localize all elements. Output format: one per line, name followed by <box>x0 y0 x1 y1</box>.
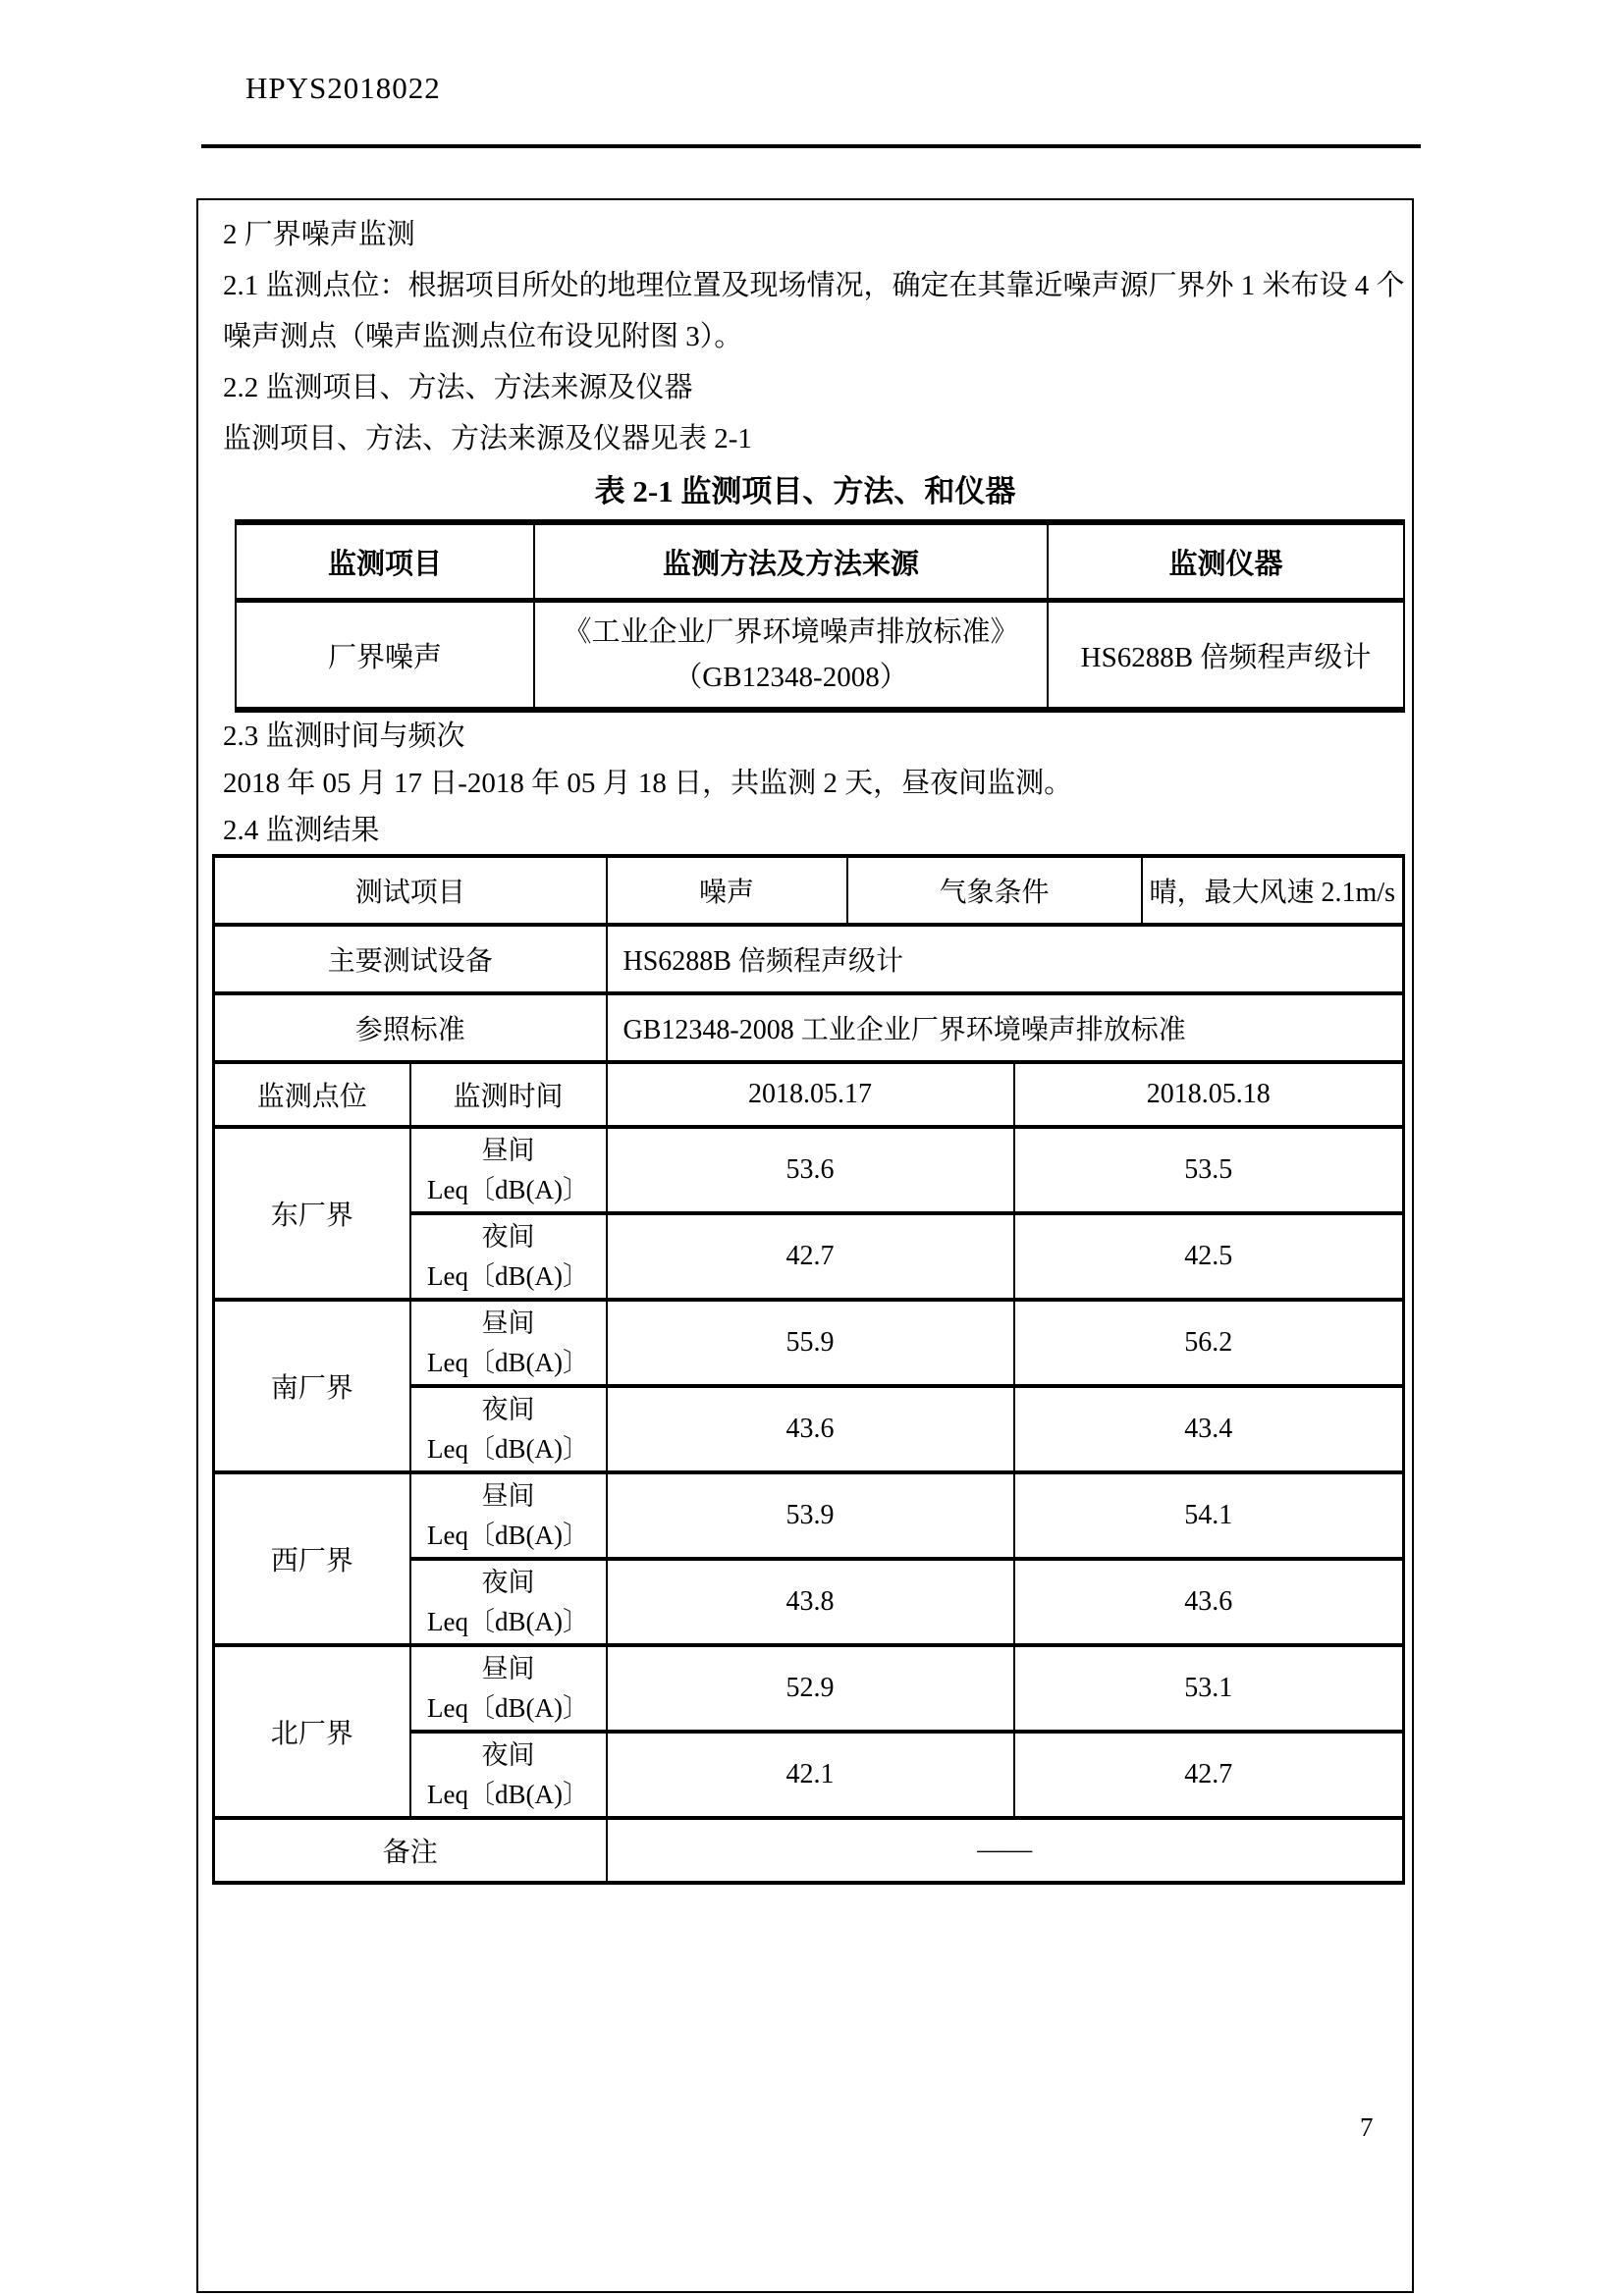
remark-label: 备注 <box>214 1818 607 1883</box>
period-label <box>410 1213 607 1300</box>
night-label: 夜间 <box>481 1740 535 1770</box>
point-name-west: 西厂界 <box>214 1472 410 1645</box>
period-label <box>410 1300 607 1386</box>
value-south-day-2: 56.2 <box>1014 1300 1404 1386</box>
leq-label: Leq〔dB(A)〕 <box>427 1434 589 1464</box>
test-item-label: 测试项目 <box>214 856 607 925</box>
point-label: 监测点位 <box>214 1062 410 1127</box>
test-item-row <box>214 856 1404 925</box>
header-rule <box>201 144 1421 148</box>
standard-row <box>214 993 1404 1062</box>
document-number: HPYS2018022 <box>245 71 441 105</box>
value-south-day-1: 55.9 <box>607 1300 1014 1386</box>
value-west-day-2: 54.1 <box>1014 1472 1404 1559</box>
leq-label: Leq〔dB(A)〕 <box>427 1175 589 1204</box>
method-standard-code: （GB12348-2008） <box>674 662 908 693</box>
table-2-1-header-row <box>236 522 1404 601</box>
col-header-method: 监测方法及方法来源 <box>534 522 1048 601</box>
table-row-west-day <box>214 1472 1404 1559</box>
section-2-2-heading: 2.2 监测项目、方法、方法来源及仪器 <box>223 372 693 403</box>
equipment-label: 主要测试设备 <box>214 925 607 993</box>
date-2: 2018.05.18 <box>1014 1062 1404 1127</box>
value-east-night-2: 42.5 <box>1014 1213 1404 1300</box>
period-label <box>410 1472 607 1559</box>
night-label: 夜间 <box>481 1568 535 1597</box>
leq-label: Leq〔dB(A)〕 <box>427 1521 589 1550</box>
period-label <box>410 1386 607 1472</box>
value-east-day-1: 53.6 <box>607 1127 1014 1213</box>
period-label <box>410 1127 607 1213</box>
test-item-value: 噪声 <box>607 856 847 925</box>
section-2-4-heading: 2.4 监测结果 <box>223 815 380 846</box>
night-label: 夜间 <box>481 1222 535 1252</box>
value-south-night-1: 43.6 <box>607 1386 1014 1472</box>
dates-header-row <box>214 1062 1404 1127</box>
section-2-1-line2: 噪声测点（噪声监测点位布设见附图 3）。 <box>223 321 743 352</box>
method-standard-name: 《工业企业厂界环境噪声排放标准》 <box>563 616 1019 648</box>
section-2-1-line1: 2.1 监测点位：根据项目所处的地理位置及现场情况，确定在其靠近噪声源厂界外 1 米布设 4 个 <box>223 270 1405 301</box>
leq-label: Leq〔dB(A)〕 <box>427 1261 589 1291</box>
weather-value: 晴，最大风速 2.1m/s <box>1142 856 1404 925</box>
point-name-east: 东厂界 <box>214 1127 410 1300</box>
weather-label: 气象条件 <box>847 856 1142 925</box>
value-west-day-1: 53.9 <box>607 1472 1014 1559</box>
equipment-row <box>214 925 1404 993</box>
day-label: 昼间 <box>481 1136 535 1165</box>
table-row-south-day <box>214 1300 1404 1386</box>
date-1: 2018.05.17 <box>607 1062 1014 1127</box>
period-label <box>410 1645 607 1732</box>
value-north-night-2: 42.7 <box>1014 1732 1404 1818</box>
value-north-day-1: 52.9 <box>607 1645 1014 1732</box>
monitoring-results-table <box>212 854 1405 1885</box>
day-label: 昼间 <box>481 1654 535 1683</box>
cell-item: 厂界噪声 <box>236 601 534 711</box>
remark-value: —— <box>607 1818 1404 1883</box>
table-2-1-caption: 表 2-1 监测项目、方法、和仪器 <box>594 474 1016 508</box>
page-number: 7 <box>1360 2112 1374 2142</box>
value-west-night-2: 43.6 <box>1014 1559 1404 1645</box>
section-2-2-note: 监测项目、方法、方法来源及仪器见表 2-1 <box>223 423 752 454</box>
leq-label: Leq〔dB(A)〕 <box>427 1780 589 1809</box>
cell-method <box>534 601 1048 711</box>
content-box <box>196 198 1414 2293</box>
col-header-instrument: 监测仪器 <box>1048 522 1404 601</box>
value-north-night-1: 42.1 <box>607 1732 1014 1818</box>
point-name-north: 北厂界 <box>214 1645 410 1818</box>
cell-instrument: HS6288B 倍频程声级计 <box>1048 601 1404 711</box>
col-header-item: 监测项目 <box>236 522 534 601</box>
value-west-night-1: 43.8 <box>607 1559 1014 1645</box>
value-east-day-2: 53.5 <box>1014 1127 1404 1213</box>
value-south-night-2: 43.4 <box>1014 1386 1404 1472</box>
period-label <box>410 1732 607 1818</box>
table-2-1 <box>235 519 1405 713</box>
standard-value: GB12348-2008 工业企业厂界环境噪声排放标准 <box>607 993 1404 1062</box>
section-2-3-text: 2018 年 05 月 17 日-2018 年 05 月 18 日，共监测 2 天，昼夜间监测。 <box>223 768 1073 799</box>
night-label: 夜间 <box>481 1395 535 1424</box>
value-north-day-2: 53.1 <box>1014 1645 1404 1732</box>
table-row-north-day <box>214 1645 1404 1732</box>
day-label: 昼间 <box>481 1308 535 1338</box>
period-label <box>410 1559 607 1645</box>
equipment-value: HS6288B 倍频程声级计 <box>607 925 1404 993</box>
value-east-night-1: 42.7 <box>607 1213 1014 1300</box>
table-row-east-day <box>214 1127 1404 1213</box>
leq-label: Leq〔dB(A)〕 <box>427 1348 589 1377</box>
table-row <box>236 601 1404 711</box>
day-label: 昼间 <box>481 1481 535 1511</box>
section-2-heading: 2 厂界噪声监测 <box>223 219 415 250</box>
time-label: 监测时间 <box>410 1062 607 1127</box>
standard-label: 参照标准 <box>214 993 607 1062</box>
leq-label: Leq〔dB(A)〕 <box>427 1693 589 1723</box>
point-name-south: 南厂界 <box>214 1300 410 1472</box>
remark-row <box>214 1818 1404 1883</box>
section-2-3-heading: 2.3 监测时间与频次 <box>223 721 465 752</box>
leq-label: Leq〔dB(A)〕 <box>427 1607 589 1636</box>
